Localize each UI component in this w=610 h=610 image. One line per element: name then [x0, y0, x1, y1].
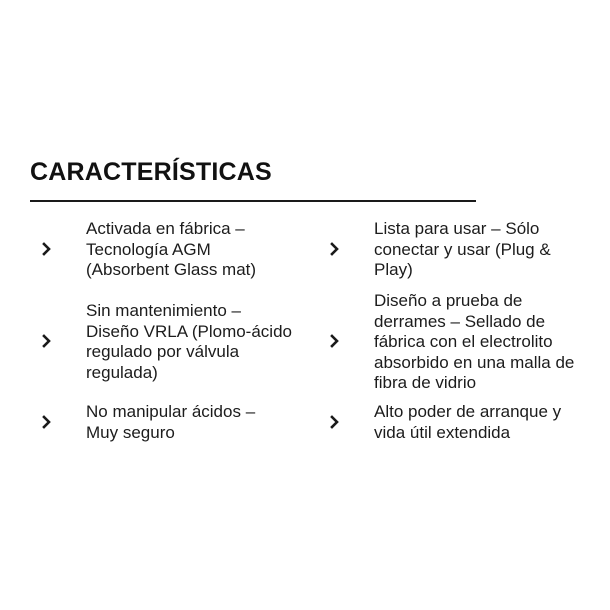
- feature-line: Activada en fábrica –: [86, 219, 245, 238]
- feature-line: derrames – Sellado de: [374, 311, 546, 331]
- feature-text: [86, 301, 292, 383]
- chevron-right-icon: [38, 240, 56, 258]
- feature-line: Alto poder de arranque y: [374, 402, 562, 421]
- feature-line: Muy seguro: [86, 422, 175, 442]
- feature-line: vida útil extendida: [374, 422, 511, 442]
- feature-line: Play): [374, 260, 413, 279]
- feature-text: [374, 219, 551, 281]
- chevron-right-icon: [326, 240, 344, 258]
- chevron-right-icon: [38, 332, 56, 350]
- chevron-right-icon: [326, 332, 344, 350]
- feature-line: absorbido en una malla de: [374, 352, 575, 372]
- feature-line: No manipular ácidos –: [86, 402, 256, 421]
- feature-line: fábrica con el electrolito: [374, 332, 553, 351]
- section-title: CARACTERÍSTICAS: [30, 158, 272, 186]
- feature-line: Diseño VRLA (Plomo-ácido: [86, 321, 292, 341]
- chevron-right-icon: [326, 413, 344, 431]
- feature-line: fibra de vidrio: [374, 373, 477, 392]
- feature-text: [86, 219, 256, 281]
- feature-line: regulado por válvula: [86, 342, 240, 361]
- feature-line: conectar y usar (Plug &: [374, 239, 551, 259]
- feature-line: regulada): [86, 362, 158, 382]
- feature-line: Sin mantenimiento –: [86, 301, 241, 320]
- feature-line: Tecnología AGM: [86, 239, 211, 259]
- feature-text: [374, 402, 561, 443]
- chevron-right-icon: [38, 413, 56, 431]
- feature-line: Diseño a prueba de: [374, 291, 523, 310]
- feature-text: [86, 402, 255, 443]
- feature-line: Lista para usar – Sólo: [374, 219, 540, 238]
- title-underline: [30, 200, 476, 202]
- feature-text: [374, 291, 574, 394]
- feature-line: (Absorbent Glass mat): [86, 260, 257, 279]
